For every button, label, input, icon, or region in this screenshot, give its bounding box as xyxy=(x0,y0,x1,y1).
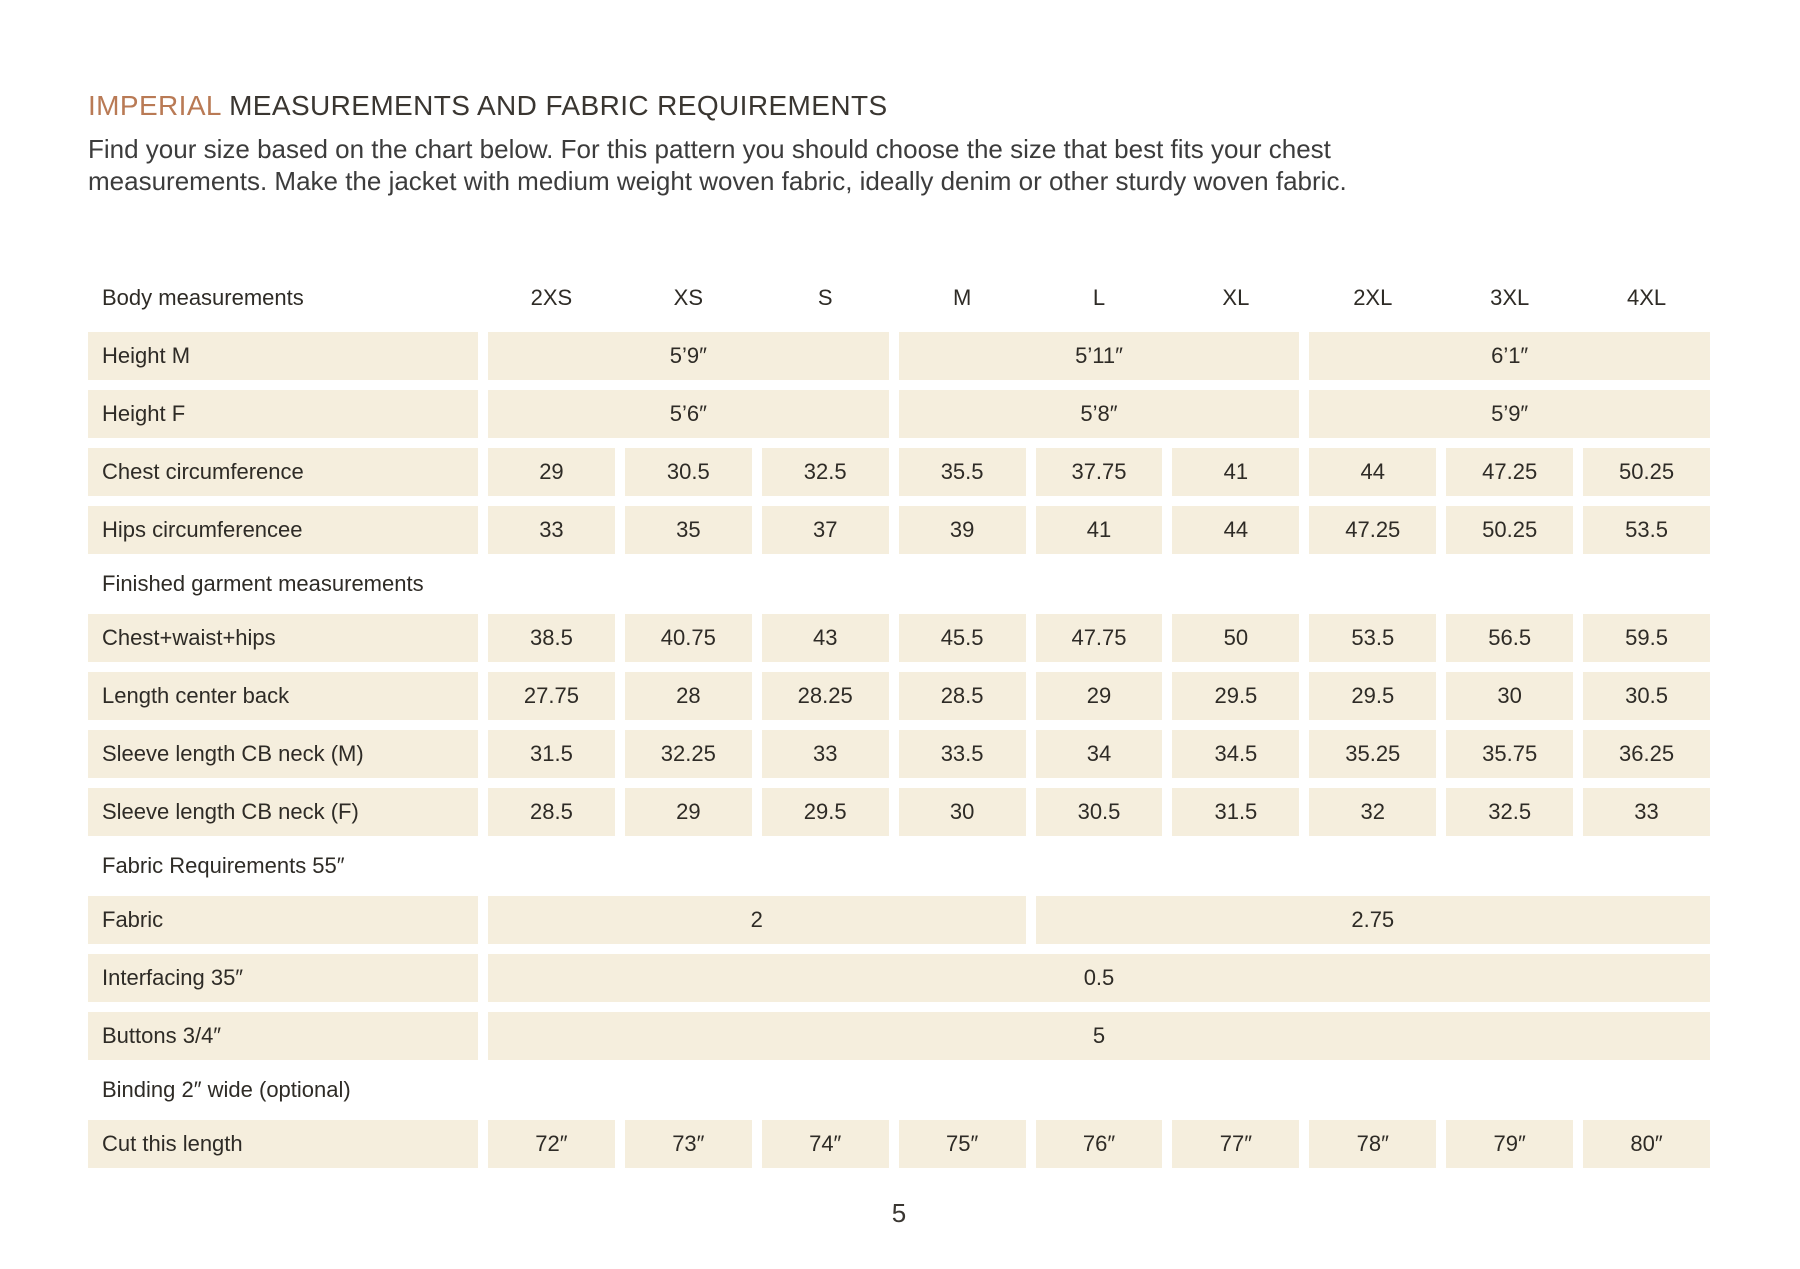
sleeve-m-value: 31.5 xyxy=(488,730,615,778)
section-header-binding: Binding 2″ wide (optional) xyxy=(102,1077,351,1102)
column-header-size-m: M xyxy=(952,285,972,310)
size-chart-table xyxy=(88,274,1710,1168)
cwh-value: 59.5 xyxy=(1583,614,1710,662)
row-label-height-m: Height M xyxy=(88,332,478,380)
sleeve-m-value: 36.25 xyxy=(1583,730,1710,778)
row-label-chest-waist-hips: Chest+waist+hips xyxy=(88,614,478,662)
sleeve-m-value: 32.25 xyxy=(625,730,752,778)
cwh-value: 50 xyxy=(1172,614,1299,662)
height-f-value-group-2: 5’8″ xyxy=(899,390,1300,438)
cut-length-value: 75″ xyxy=(899,1120,1026,1168)
height-f-value-group-1: 5’6″ xyxy=(488,390,889,438)
cwh-value: 53.5 xyxy=(1309,614,1436,662)
sleeve-f-value: 30.5 xyxy=(1036,788,1163,836)
sleeve-f-value: 29.5 xyxy=(762,788,889,836)
cut-length-value: 72″ xyxy=(488,1120,615,1168)
chest-value: 29 xyxy=(488,448,615,496)
hips-value: 44 xyxy=(1172,506,1299,554)
row-label-buttons: Buttons 3/4″ xyxy=(88,1012,478,1060)
sleeve-m-value: 33.5 xyxy=(899,730,1026,778)
hips-value: 53.5 xyxy=(1583,506,1710,554)
length-cb-value: 29.5 xyxy=(1172,672,1299,720)
hips-value: 35 xyxy=(625,506,752,554)
cut-length-value: 76″ xyxy=(1036,1120,1163,1168)
buttons-value: 5 xyxy=(488,1012,1710,1060)
cut-length-value: 79″ xyxy=(1446,1120,1573,1168)
page-number: 5 xyxy=(891,1198,907,1228)
cwh-value: 38.5 xyxy=(488,614,615,662)
fabric-value-group-2: 2.75 xyxy=(1036,896,1710,944)
column-header-body-measurements: Body measurements xyxy=(102,285,304,310)
section-header-finished-garment: Finished garment measurements xyxy=(102,571,424,596)
length-cb-value: 30 xyxy=(1446,672,1573,720)
hips-value: 33 xyxy=(488,506,615,554)
chest-value: 32.5 xyxy=(762,448,889,496)
hips-value: 37 xyxy=(762,506,889,554)
section-header-fabric-requirements: Fabric Requirements 55″ xyxy=(102,853,345,878)
row-label-cut-this-length: Cut this length xyxy=(88,1120,478,1168)
sleeve-m-value: 33 xyxy=(762,730,889,778)
cwh-value: 56.5 xyxy=(1446,614,1573,662)
sleeve-m-value: 35.25 xyxy=(1309,730,1436,778)
row-label-chest-circumference: Chest circumference xyxy=(88,448,478,496)
sleeve-m-value: 34.5 xyxy=(1172,730,1299,778)
intro-text xyxy=(88,133,1710,197)
row-label-sleeve-length-m: Sleeve length CB neck (M) xyxy=(88,730,478,778)
column-header-size-2xl: 2XL xyxy=(1353,285,1393,310)
row-label-sleeve-length-f: Sleeve length CB neck (F) xyxy=(88,788,478,836)
hips-value: 39 xyxy=(899,506,1026,554)
column-header-size-3xl: 3XL xyxy=(1490,285,1530,310)
length-cb-value: 30.5 xyxy=(1583,672,1710,720)
chest-value: 50.25 xyxy=(1583,448,1710,496)
cut-length-value: 74″ xyxy=(762,1120,889,1168)
sleeve-f-value: 32 xyxy=(1309,788,1436,836)
column-header-size-l: L xyxy=(1092,285,1106,310)
length-cb-value: 28.5 xyxy=(899,672,1026,720)
sleeve-f-value: 33 xyxy=(1583,788,1710,836)
page-title xyxy=(88,90,1710,122)
sleeve-f-value: 30 xyxy=(899,788,1026,836)
interfacing-value: 0.5 xyxy=(488,954,1710,1002)
row-label-fabric: Fabric xyxy=(88,896,478,944)
sleeve-f-value: 31.5 xyxy=(1172,788,1299,836)
length-cb-value: 27.75 xyxy=(488,672,615,720)
cwh-value: 40.75 xyxy=(625,614,752,662)
height-m-value-group-2: 5’11″ xyxy=(899,332,1300,380)
row-label-hips-circumference: Hips circumferencee xyxy=(88,506,478,554)
height-m-value-group-3: 6’1″ xyxy=(1309,332,1710,380)
chest-value: 47.25 xyxy=(1446,448,1573,496)
sleeve-m-value: 34 xyxy=(1036,730,1163,778)
length-cb-value: 28.25 xyxy=(762,672,889,720)
length-cb-value: 29.5 xyxy=(1309,672,1436,720)
cwh-value: 43 xyxy=(762,614,889,662)
column-header-size-2xs: 2XS xyxy=(530,285,573,310)
page-title-accent: IMPERIAL xyxy=(88,90,221,121)
chest-value: 44 xyxy=(1309,448,1436,496)
cut-length-value: 80″ xyxy=(1583,1120,1710,1168)
page-title-rest: MEASUREMENTS AND FABRIC REQUIREMENTS xyxy=(229,90,888,121)
cut-length-value: 78″ xyxy=(1309,1120,1436,1168)
intro-line-1: Find your size based on the chart below. For this pattern you should choose the size that best fits your chest xyxy=(88,134,1331,164)
row-label-length-center-back: Length center back xyxy=(88,672,478,720)
sleeve-f-value: 29 xyxy=(625,788,752,836)
hips-value: 41 xyxy=(1036,506,1163,554)
height-m-value-group-1: 5’9″ xyxy=(488,332,889,380)
row-label-interfacing: Interfacing 35″ xyxy=(88,954,478,1002)
cut-length-value: 73″ xyxy=(625,1120,752,1168)
column-header-size-xs: XS xyxy=(673,285,703,310)
sleeve-f-value: 32.5 xyxy=(1446,788,1573,836)
cut-length-value: 77″ xyxy=(1172,1120,1299,1168)
chest-value: 35.5 xyxy=(899,448,1026,496)
column-header-size-4xl: 4XL xyxy=(1626,285,1667,310)
sleeve-m-value: 35.75 xyxy=(1446,730,1573,778)
length-cb-value: 28 xyxy=(625,672,752,720)
fabric-value-group-1: 2 xyxy=(488,896,1026,944)
chest-value: 41 xyxy=(1172,448,1299,496)
chest-value: 37.75 xyxy=(1036,448,1163,496)
cwh-value: 45.5 xyxy=(899,614,1026,662)
intro-line-2: measurements. Make the jacket with medium weight woven fabric, ideally denim or other sturdy woven fabric. xyxy=(88,166,1347,196)
sleeve-f-value: 28.5 xyxy=(488,788,615,836)
row-label-height-f: Height F xyxy=(88,390,478,438)
length-cb-value: 29 xyxy=(1036,672,1163,720)
height-f-value-group-3: 5’9″ xyxy=(1309,390,1710,438)
hips-value: 50.25 xyxy=(1446,506,1573,554)
cwh-value: 47.75 xyxy=(1036,614,1163,662)
column-header-size-s: S xyxy=(817,285,833,310)
hips-value: 47.25 xyxy=(1309,506,1436,554)
chest-value: 30.5 xyxy=(625,448,752,496)
column-header-size-xl: XL xyxy=(1222,285,1250,310)
